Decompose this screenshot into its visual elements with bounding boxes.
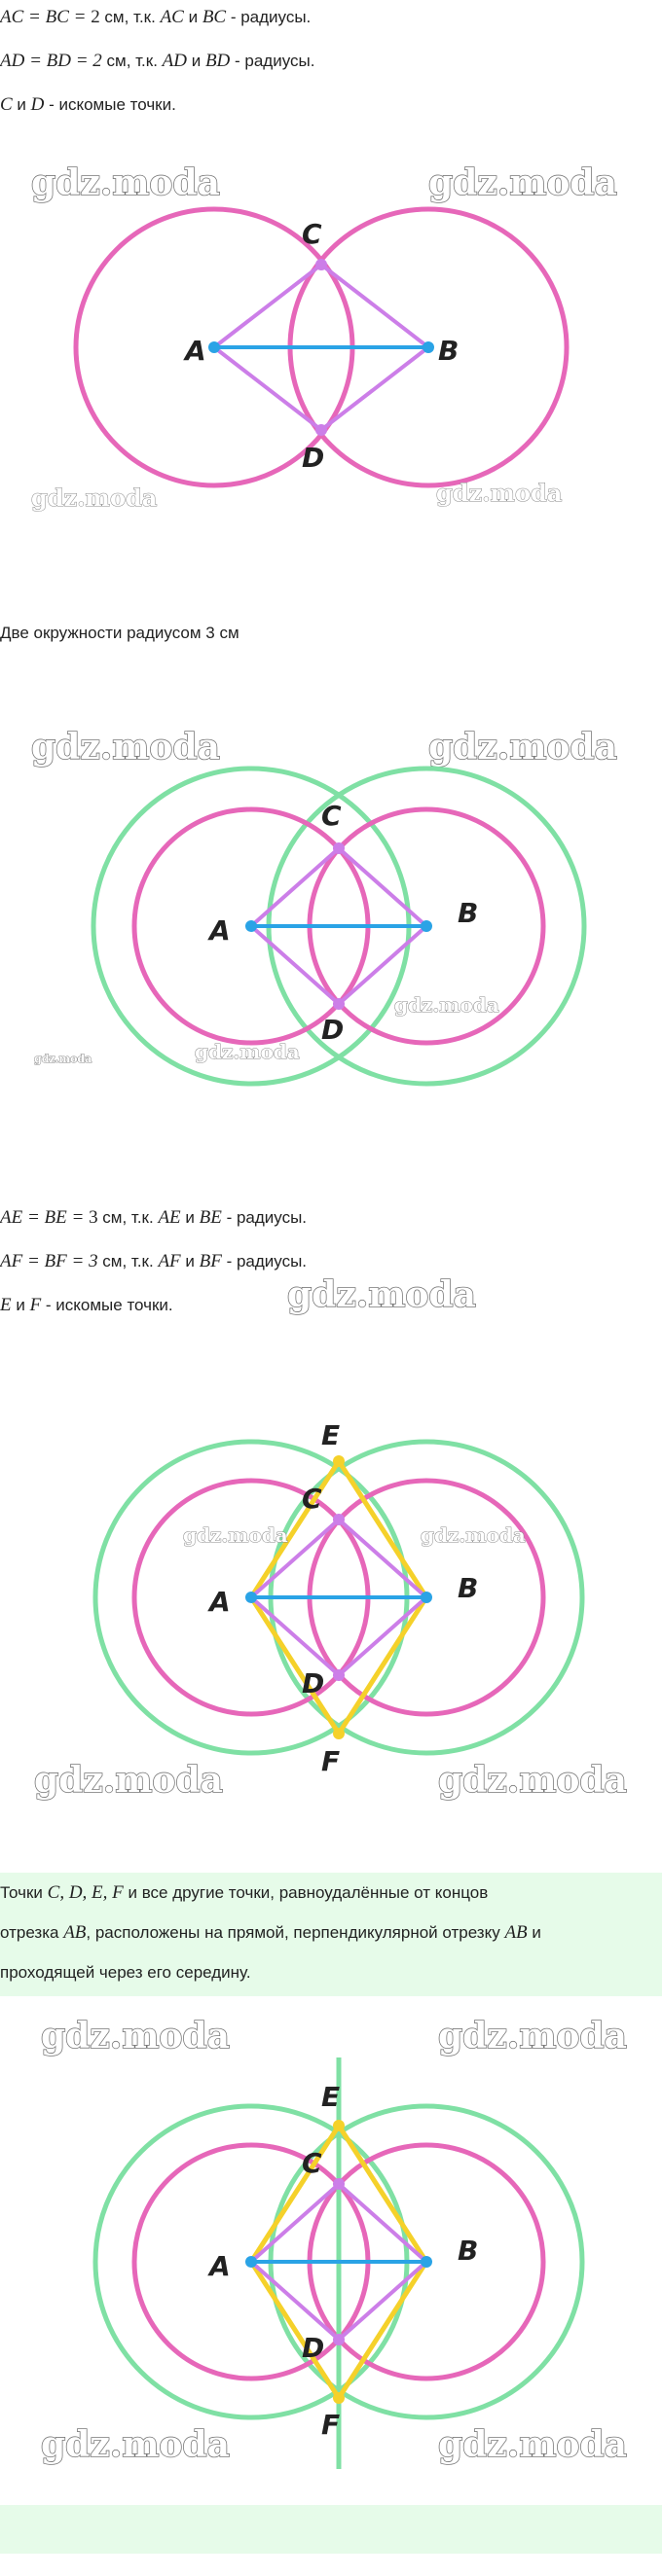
conclusion-line-1 [0,1873,658,1913]
point-a [208,341,220,353]
math-val: 3 [89,1207,98,1228]
watermark: gdz.moda [287,1274,476,1315]
conclusion-text [0,1873,658,1992]
point-f [333,2392,345,2404]
watermark: gdz.moda [41,2016,230,2057]
math: AE [158,1207,181,1228]
point-f [333,1728,345,1739]
watermark: gdz.moda [31,483,158,512]
point-c [315,259,327,270]
text: - радиусы. [221,1208,308,1227]
point-b [421,1592,432,1603]
label-b: B [458,897,479,929]
label-d: D [302,1667,325,1699]
math: BD [204,51,231,71]
text: см, т.к. [101,52,163,70]
watermark: gdz.moda [438,2016,627,2057]
text-line-af-bf [0,1250,307,1273]
figure-two-circles-radius-2 [0,146,662,535]
point-c [333,2178,345,2190]
watermark: gdz.moda [41,2424,230,2465]
label-e: E [321,2081,341,2113]
math: C, D, E, F [47,1882,124,1903]
point-c [333,1514,345,1525]
text-line-ae-be [0,1206,307,1230]
text: - искомые точки. [44,95,176,114]
text: см, т.к. [99,8,161,26]
label-d: D [321,1014,345,1046]
math: AB [63,1922,87,1943]
label-d: D [302,442,325,474]
math-val: 2 [91,7,100,27]
text: проходящей через его середину. [0,1963,251,1982]
watermark: gdz.moda [34,1053,92,1065]
math-eq: AC = BC = [0,7,92,27]
math: AD [162,51,187,71]
point-d [333,998,345,1010]
text-line-e-f [0,1294,173,1317]
point-a [245,2256,257,2268]
label-d: D [302,2332,325,2364]
text: и [12,95,31,114]
text: и [180,1208,200,1227]
watermark-block3 [282,1270,496,1318]
text: и [11,1296,30,1314]
text-line-c-d [0,93,176,117]
math: C [0,94,13,115]
math-eq: AE = BE = [0,1207,90,1228]
label-a: A [209,1586,231,1618]
math: D [30,94,45,115]
watermark: gdz.moda [428,162,617,203]
label-f: F [321,2409,341,2441]
text: см, т.к. [97,1252,159,1270]
watermark: gdz.moda [195,1040,300,1063]
label-a: A [209,2250,231,2282]
text-line-ad-bd [0,50,314,73]
conclusion-line-2 [0,1913,658,1952]
label-b: B [458,2235,479,2267]
watermark: gdz.moda [31,162,220,203]
math: AB [504,1922,528,1943]
math: AF [158,1251,181,1271]
watermark: gdz.moda [438,1760,627,1801]
text: и [180,1252,200,1270]
text: - радиусы. [221,1252,308,1270]
watermark: gdz.moda [394,993,499,1017]
math: BE [199,1207,222,1228]
label-a: A [185,335,206,367]
math: F [29,1295,42,1315]
label-b: B [458,1572,479,1604]
watermark: gdz.moda [31,727,220,768]
text: и [183,8,202,26]
math: BF [199,1251,222,1271]
label-c: C [302,2147,322,2179]
text: и [527,1923,541,1942]
watermark: gdz.moda [34,1760,223,1801]
math: E [0,1295,12,1315]
watermark: gdz.moda [183,1523,288,1547]
caption-radius-3: Две окружности радиусом 3 см [0,624,239,642]
text: - радиусы. [226,8,312,26]
point-d [333,2334,345,2345]
point-d [333,1669,345,1681]
text: Точки [0,1883,48,1902]
figure-points-e-f [0,1362,662,1829]
point-a [245,920,257,932]
point-b [421,2256,432,2268]
text: отрезка [0,1923,64,1942]
point-a [245,1592,257,1603]
bottom-box [0,2505,662,2554]
text-line-ac-bc [0,6,311,29]
label-f: F [321,1745,341,1777]
math-eq: AD = BD = 2 [0,51,102,71]
text: и [187,52,205,70]
label-b: B [438,335,460,367]
label-c: C [321,800,342,832]
point-c [333,842,345,854]
figure-perpendicular-bisector [0,1999,662,2505]
text: см, т.к. [97,1208,159,1227]
watermark: gdz.moda [438,2424,627,2465]
text: - искомые точки. [41,1296,173,1314]
text: , расположены на прямой, перпендикулярной отрезку [86,1923,505,1942]
text: и все другие точки, равноудалённые от концов [123,1883,489,1902]
text: - радиусы. [230,52,315,70]
watermark: gdz.moda [428,727,617,768]
label-c: C [302,218,322,250]
conclusion-line-3 [0,1952,658,1992]
watermark: gdz.moda [421,1523,526,1547]
point-e [333,2120,345,2131]
watermark: gdz.moda [436,479,563,507]
math-eq: AF = BF = 3 [0,1251,98,1271]
label-c: C [302,1483,322,1515]
label-e: E [321,1419,341,1451]
label-a: A [209,914,231,947]
math: BC [202,7,227,27]
point-b [423,341,434,353]
figure-radius-3-circles [0,710,662,1099]
point-d [315,424,327,436]
point-e [333,1455,345,1467]
conclusion-box [0,1873,662,1996]
math: AC [160,7,184,27]
point-b [421,920,432,932]
